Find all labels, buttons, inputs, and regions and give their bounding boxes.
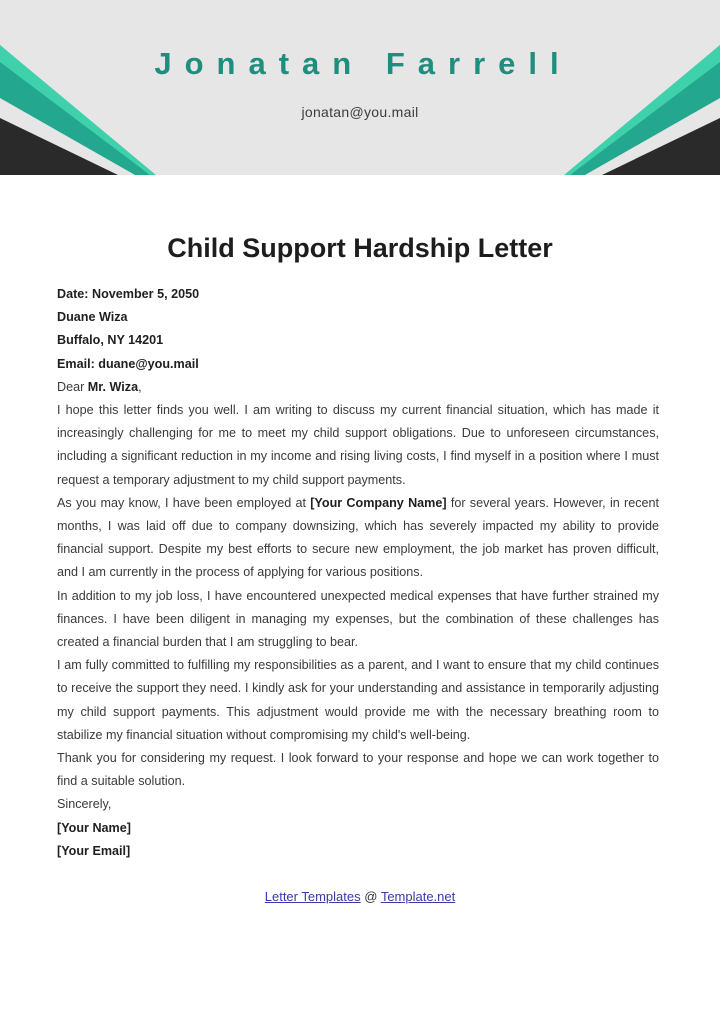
salutation-name: Mr. Wiza: [87, 379, 139, 394]
letter-date: Date: November 5, 2050: [57, 287, 200, 301]
sender-email: jonatan@you.mail: [301, 104, 419, 120]
paragraph-employment-end: for several years. However, in recent months, I was laid off due to company downsizing, which has severely impacted my ability to provide financial support. Despite my best efforts to secure new employment, the job market has proven difficult, and I am currently in the process of applying for various positions.: [57, 495, 659, 580]
closing: Sincerely,: [57, 797, 112, 812]
company-name-placeholder: [Your Company Name]: [310, 495, 447, 510]
paragraph-employment: [57, 492, 659, 585]
sender-name: Jonatan Farrell: [154, 46, 572, 81]
template-net-link[interactable]: Template.net: [380, 889, 456, 904]
salutation-suffix: ,: [138, 379, 142, 394]
paragraph-medical: In addition to my job loss, I have encountered unexpected medical expenses that have further strained my finances. I have been diligent in managing my expenses, but the combination of these challenges has created a financial burden that I am struggling to bear.: [57, 588, 659, 650]
footer-separator: @: [360, 889, 381, 904]
salutation-prefix: Dear: [57, 379, 88, 394]
paragraph-commitment: I am fully committed to fulfilling my responsibilities as a parent, and I want to ensure that my child continues to receive the support they need. I kindly ask for your understanding and assistance in temporarily adjusting my child support payments. This adjustment would provide me with the necessary breathing room to stabilize my financial situation without compromising my child's well-being.: [57, 658, 659, 742]
footer-credit: [0, 889, 720, 904]
paragraph-thanks: Thank you for considering my request. I look forward to your response and hope we can work together to find a suitable solution.: [57, 751, 659, 789]
recipient-address: Buffalo, NY 14201: [57, 333, 164, 348]
letter-body: [57, 283, 659, 863]
recipient-email: Email: duane@you.mail: [57, 356, 199, 371]
paragraph-employment-start: As you may know, I have been employed at: [57, 495, 311, 510]
letter-title: Child Support Hardship Letter: [167, 233, 553, 263]
letter-templates-link[interactable]: Letter Templates: [264, 889, 361, 904]
signature-name: [Your Name]: [57, 820, 131, 835]
letterhead: [0, 0, 720, 175]
paragraph-opening: I hope this letter finds you well. I am writing to discuss my current financial situation, which has made it increasingly challenging for me to meet my child support obligations. Due to unforeseen circumstances, including a significant reduction in my income and rising living costs, I find myself in a position where I must request a temporary adjustment to my child support payments.: [57, 403, 659, 487]
signature-email: [Your Email]: [57, 843, 131, 858]
salutation: [57, 376, 659, 399]
letterhead-decoration: [0, 0, 720, 175]
recipient-name: Duane Wiza: [57, 310, 128, 325]
